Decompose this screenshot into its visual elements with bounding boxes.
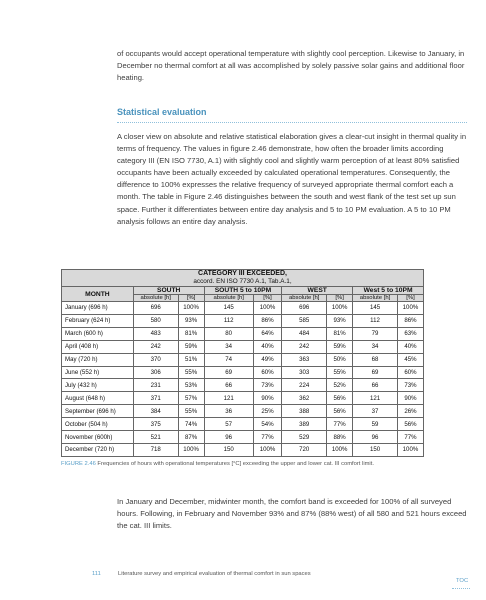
subheader-south-percent: [%] xyxy=(178,295,204,302)
value-cell: 96 xyxy=(353,431,398,444)
value-cell: 521 xyxy=(133,431,178,444)
value-cell: 34 xyxy=(353,340,398,353)
value-cell: 55% xyxy=(178,405,204,418)
value-cell: 80 xyxy=(204,327,253,340)
value-cell: 63% xyxy=(397,327,423,340)
month-cell: August (648 h) xyxy=(62,392,134,405)
value-cell: 718 xyxy=(133,443,178,456)
value-cell: 81% xyxy=(327,327,353,340)
value-cell: 90% xyxy=(397,392,423,405)
value-cell: 69 xyxy=(204,366,253,379)
month-cell: September (696 h) xyxy=(62,405,134,418)
paragraph-body: A closer view on absolute and relative statistical elaboration gives a clear-cut insight in thermal quality in terms of frequency. The values in figure 2.46 demonstrate, how often the broader limits according category III (EN ISO 7730, A.1) with slightly cool and slightly warm perception of at least 80% satisfied occupants have been actually exceeded by calculated operational temperatures. Consequently, the difference to 100% expresses the relative frequency of surveyed appropriate thermal comfort each a month. The table in Figure 2.46 distinguishes between the south and west flank of the test set up sun space. Further it differentiates between entire day analysis and 5 to 10 PM evaluation. A 5 to 10 PM analysis follows an entire day analysis. xyxy=(117,132,467,226)
value-cell: 388 xyxy=(282,405,327,418)
value-cell: 389 xyxy=(282,418,327,431)
month-cell: November (600h) xyxy=(62,431,134,444)
value-cell: 529 xyxy=(282,431,327,444)
paragraph-closing: In January and December, midwinter month, the comfort band is exceeded for 100% of all surveyed hours. Following, in February and November 93% and 87% (88% west) of all 580 and 521 hours exceed the cat. III limits. xyxy=(117,497,467,531)
value-cell: 121 xyxy=(204,392,253,405)
running-title: Literature survey and empirical evaluation of thermal comfort in sun spaces xyxy=(118,571,311,577)
value-cell: 100% xyxy=(327,302,353,315)
value-cell: 585 xyxy=(282,314,327,327)
value-cell: 112 xyxy=(204,314,253,327)
value-cell: 66 xyxy=(204,379,253,392)
value-cell: 93% xyxy=(327,314,353,327)
value-cell: 77% xyxy=(327,418,353,431)
value-cell: 25% xyxy=(253,405,282,418)
value-cell: 384 xyxy=(133,405,178,418)
value-cell: 100% xyxy=(397,302,423,315)
table-body xyxy=(62,302,424,457)
page-number: 111 xyxy=(92,571,101,577)
subheader-west-percent: [%] xyxy=(327,295,353,302)
subheader-west-absolute: absolute [h] xyxy=(282,295,327,302)
group-header-south: SOUTH xyxy=(133,287,204,295)
value-cell: 93% xyxy=(178,314,204,327)
value-cell: 53% xyxy=(178,379,204,392)
table-title xyxy=(62,270,424,287)
value-cell: 69 xyxy=(353,366,398,379)
value-cell: 36 xyxy=(204,405,253,418)
value-cell: 66 xyxy=(353,379,398,392)
value-cell: 74% xyxy=(178,418,204,431)
table-row xyxy=(62,418,424,431)
subheader-south-absolute: absolute [h] xyxy=(133,295,178,302)
value-cell: 371 xyxy=(133,392,178,405)
value-cell: 37 xyxy=(353,405,398,418)
value-cell: 242 xyxy=(282,340,327,353)
value-cell: 121 xyxy=(353,392,398,405)
month-cell: April (408 h) xyxy=(62,340,134,353)
month-cell: January (696 h) xyxy=(62,302,134,315)
value-cell: 57% xyxy=(178,392,204,405)
table-row xyxy=(62,392,424,405)
value-cell: 45% xyxy=(397,353,423,366)
table-row xyxy=(62,327,424,340)
value-cell: 224 xyxy=(282,379,327,392)
table-row xyxy=(62,379,424,392)
value-cell: 306 xyxy=(133,366,178,379)
group-header-south-evening: SOUTH 5 to 10PM xyxy=(204,287,282,295)
subheader-south-evening-percent: [%] xyxy=(253,295,282,302)
value-cell: 56% xyxy=(327,392,353,405)
value-cell: 79 xyxy=(353,327,398,340)
value-cell: 231 xyxy=(133,379,178,392)
value-cell: 52% xyxy=(327,379,353,392)
table-subtitle-line: accord. EN ISO 7730 A.1, Tab.A.1, xyxy=(193,278,292,285)
figure-caption xyxy=(61,461,374,467)
month-cell: June (552 h) xyxy=(62,366,134,379)
value-cell: 484 xyxy=(282,327,327,340)
value-cell: 100% xyxy=(178,302,204,315)
value-cell: 242 xyxy=(133,340,178,353)
heading-divider xyxy=(117,122,467,123)
section-heading: Statistical evaluation xyxy=(117,107,207,117)
toc-link[interactable]: TOC xyxy=(456,578,469,584)
value-cell: 59% xyxy=(327,340,353,353)
value-cell: 40% xyxy=(253,340,282,353)
table-row xyxy=(62,314,424,327)
value-cell: 49% xyxy=(253,353,282,366)
value-cell: 696 xyxy=(282,302,327,315)
value-cell: 74 xyxy=(204,353,253,366)
value-cell: 60% xyxy=(397,366,423,379)
value-cell: 303 xyxy=(282,366,327,379)
table-row xyxy=(62,302,424,315)
value-cell: 580 xyxy=(133,314,178,327)
value-cell: 696 xyxy=(133,302,178,315)
value-cell: 100% xyxy=(253,443,282,456)
value-cell: 483 xyxy=(133,327,178,340)
value-cell: 60% xyxy=(253,366,282,379)
value-cell: 57 xyxy=(204,418,253,431)
value-cell: 90% xyxy=(253,392,282,405)
month-cell: March (600 h) xyxy=(62,327,134,340)
value-cell: 720 xyxy=(282,443,327,456)
value-cell: 73% xyxy=(397,379,423,392)
subheader-west-evening-absolute: absolute [h] xyxy=(353,295,398,302)
value-cell: 77% xyxy=(253,431,282,444)
value-cell: 59% xyxy=(178,340,204,353)
value-cell: 56% xyxy=(397,418,423,431)
month-cell: July (432 h) xyxy=(62,379,134,392)
value-cell: 370 xyxy=(133,353,178,366)
month-cell: February (624 h) xyxy=(62,314,134,327)
value-cell: 54% xyxy=(253,418,282,431)
table-row xyxy=(62,431,424,444)
table-row xyxy=(62,366,424,379)
value-cell: 112 xyxy=(353,314,398,327)
value-cell: 51% xyxy=(178,353,204,366)
value-cell: 87% xyxy=(178,431,204,444)
value-cell: 86% xyxy=(253,314,282,327)
value-cell: 145 xyxy=(204,302,253,315)
value-cell: 363 xyxy=(282,353,327,366)
value-cell: 73% xyxy=(253,379,282,392)
value-cell: 81% xyxy=(178,327,204,340)
category-exceeded-table xyxy=(61,269,424,457)
value-cell: 88% xyxy=(327,431,353,444)
value-cell: 100% xyxy=(253,302,282,315)
value-cell: 100% xyxy=(397,443,423,456)
subheader-south-evening-absolute: absolute [h] xyxy=(204,295,253,302)
value-cell: 150 xyxy=(353,443,398,456)
value-cell: 96 xyxy=(204,431,253,444)
figure-label: FIGURE 2.46 xyxy=(61,461,96,467)
table-row xyxy=(62,340,424,353)
value-cell: 50% xyxy=(327,353,353,366)
group-header-west-evening: West 5 to 10PM xyxy=(353,287,424,295)
table-row xyxy=(62,353,424,366)
month-cell: October (504 h) xyxy=(62,418,134,431)
toc-underline xyxy=(452,588,470,589)
value-cell: 40% xyxy=(397,340,423,353)
table-title-line: CATEGORY III EXCEEDED, xyxy=(198,270,287,277)
group-header-west: WEST xyxy=(282,287,353,295)
month-cell: May (720 h) xyxy=(62,353,134,366)
value-cell: 26% xyxy=(397,405,423,418)
figure-caption-text: Frequencies of hours with operational temperatures [°C] exceeding the upper and lower cat. III comfort limit. xyxy=(97,461,374,467)
value-cell: 145 xyxy=(353,302,398,315)
subheader-west-evening-percent: [%] xyxy=(397,295,423,302)
table-row xyxy=(62,405,424,418)
paragraph-intro: of occupants would accept operational temperature with slightly cool perception. Likewise to January, in December no thermal comfort at all was accomplished by solely passive solar gains and additional floor heating. xyxy=(117,49,465,83)
value-cell: 77% xyxy=(397,431,423,444)
value-cell: 100% xyxy=(327,443,353,456)
value-cell: 59 xyxy=(353,418,398,431)
value-cell: 64% xyxy=(253,327,282,340)
month-cell: December (720 h) xyxy=(62,443,134,456)
value-cell: 34 xyxy=(204,340,253,353)
value-cell: 55% xyxy=(327,366,353,379)
value-cell: 56% xyxy=(327,405,353,418)
value-cell: 55% xyxy=(178,366,204,379)
month-header: MONTH xyxy=(62,287,134,302)
value-cell: 100% xyxy=(178,443,204,456)
value-cell: 86% xyxy=(397,314,423,327)
table-row xyxy=(62,443,424,456)
value-cell: 68 xyxy=(353,353,398,366)
value-cell: 375 xyxy=(133,418,178,431)
value-cell: 150 xyxy=(204,443,253,456)
value-cell: 362 xyxy=(282,392,327,405)
